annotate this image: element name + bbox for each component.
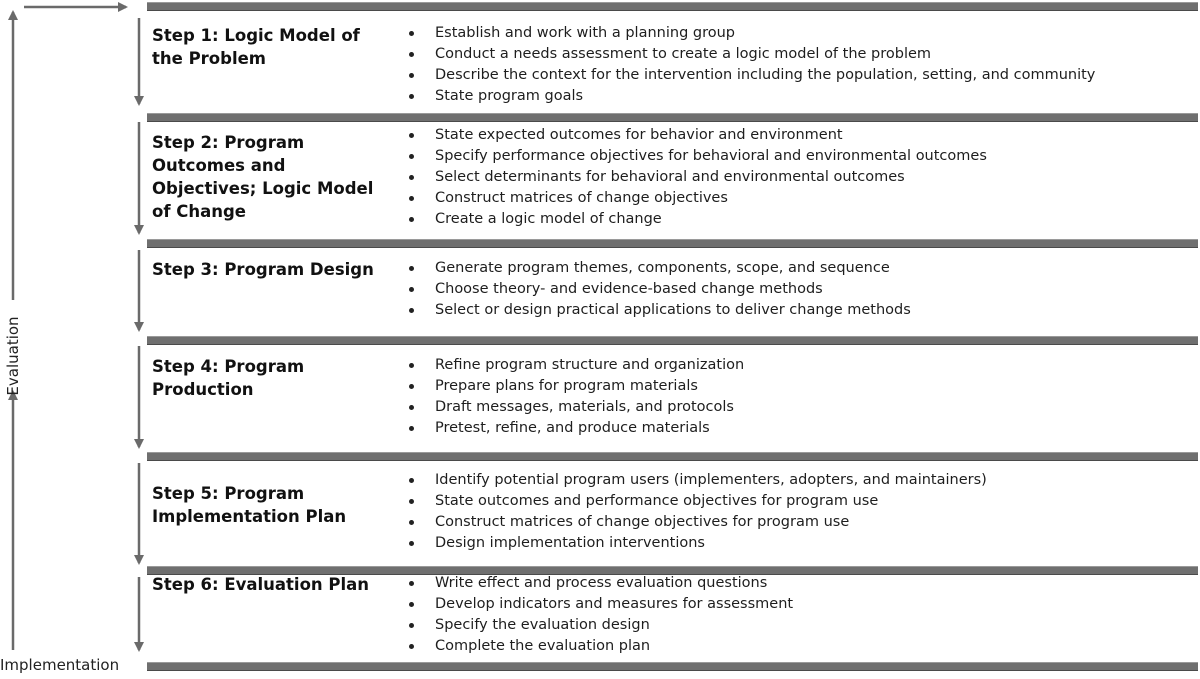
step4-bullets xyxy=(408,355,1198,439)
bullet-icon xyxy=(409,266,414,271)
list-item: Choose theory- and evidence-based change methods xyxy=(408,279,1198,300)
list-item: Conduct a needs assessment to create a logic model of the problem xyxy=(408,44,1198,65)
step2-title: Step 2: Program Outcomes and Objectives; Logic Model of Change xyxy=(152,133,374,221)
list-item: Design implementation interventions xyxy=(408,533,1198,554)
list-item: Pretest, refine, and produce materials xyxy=(408,418,1198,439)
list-item: Select determinants for behavioral and environmental outcomes xyxy=(408,167,1198,188)
bullet-icon xyxy=(409,154,414,159)
evaluation-label: Evaluation xyxy=(4,316,22,396)
step4-title: Step 4: Program Production xyxy=(152,357,305,399)
bullet-icon xyxy=(409,644,414,649)
list-item: Describe the context for the intervention including the population, setting, and community xyxy=(408,65,1198,86)
bullet-icon xyxy=(409,520,414,525)
list-item: Complete the evaluation plan xyxy=(408,636,1198,657)
bullet-icon xyxy=(409,196,414,201)
bullet-icon xyxy=(409,52,414,57)
bullet-icon xyxy=(409,217,414,222)
list-item: Specify the evaluation design xyxy=(408,615,1198,636)
list-item: Develop indicators and measures for assessment xyxy=(408,594,1198,615)
bullet-icon xyxy=(409,581,414,586)
divider-bar xyxy=(147,662,1198,671)
divider-bar xyxy=(147,239,1198,248)
list-item: Draft messages, materials, and protocols xyxy=(408,397,1198,418)
step5-title: Step 5: Program Implementation Plan xyxy=(152,484,347,526)
bullet-icon xyxy=(409,175,414,180)
bullet-icon xyxy=(409,363,414,368)
bullet-icon xyxy=(409,287,414,292)
bullet-icon xyxy=(409,133,414,138)
bullet-icon xyxy=(409,602,414,607)
bullet-icon xyxy=(409,623,414,628)
list-item: Select or design practical applications to deliver change methods xyxy=(408,300,1198,321)
step1-title: Step 1: Logic Model of the Problem xyxy=(152,26,360,68)
bullet-icon xyxy=(409,73,414,78)
bullet-icon xyxy=(409,405,414,410)
divider-bar xyxy=(147,452,1198,461)
step5-bullets xyxy=(408,470,1198,554)
divider-bar xyxy=(147,336,1198,345)
implementation-label: Implementation xyxy=(0,656,120,674)
divider-bar xyxy=(147,113,1198,122)
step2-bullets xyxy=(408,125,1198,230)
bullet-icon xyxy=(409,94,414,99)
step3-title: Step 3: Program Design xyxy=(152,260,374,279)
list-item: Generate program themes, components, scope, and sequence xyxy=(408,258,1198,279)
list-item: Construct matrices of change objectives xyxy=(408,188,1198,209)
list-item: Create a logic model of change xyxy=(408,209,1198,230)
list-item: Specify performance objectives for behavioral and environmental outcomes xyxy=(408,146,1198,167)
step6-title: Step 6: Evaluation Plan xyxy=(152,575,370,594)
bullet-icon xyxy=(409,499,414,504)
list-item: Refine program structure and organization xyxy=(408,355,1198,376)
list-item: Write effect and process evaluation questions xyxy=(408,573,1198,594)
list-item: State outcomes and performance objectives for program use xyxy=(408,491,1198,512)
list-item: Prepare plans for program materials xyxy=(408,376,1198,397)
step1-bullets xyxy=(408,23,1198,107)
bullet-icon xyxy=(409,426,414,431)
list-item: Construct matrices of change objectives for program use xyxy=(408,512,1198,533)
step6-bullets xyxy=(408,573,1198,657)
bullet-icon xyxy=(409,31,414,36)
step3-bullets xyxy=(408,258,1198,321)
bullet-icon xyxy=(409,478,414,483)
list-item: Establish and work with a planning group xyxy=(408,23,1198,44)
list-item: State program goals xyxy=(408,86,1198,107)
bullet-icon xyxy=(409,384,414,389)
list-item: State expected outcomes for behavior and environment xyxy=(408,125,1198,146)
bullet-icon xyxy=(409,541,414,546)
list-item: Identify potential program users (implementers, adopters, and maintainers) xyxy=(408,470,1198,491)
divider-bar xyxy=(147,2,1198,11)
bullet-icon xyxy=(409,308,414,313)
